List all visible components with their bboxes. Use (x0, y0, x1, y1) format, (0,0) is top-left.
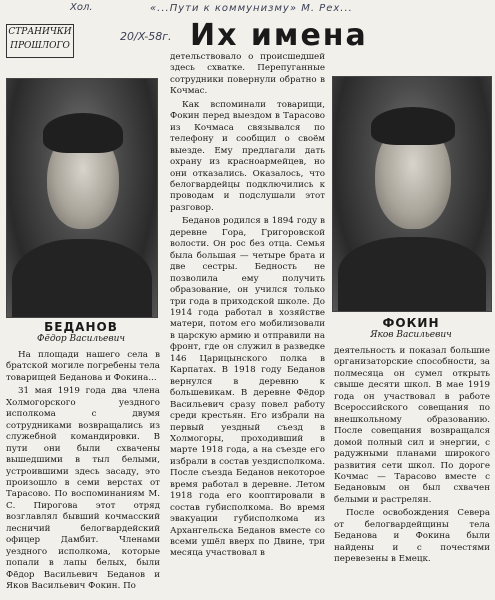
col2-paragraph-2: Как вспоминали товарищи, Фокин перед выездом в Тарасово из Кочмаса связывался по телефону и сообщил о своём выезде. Ему предлагали дать охрану из красноармейцев, но они отказались. Оказалось, что белогвардейцы подключились к проводам и подслушали этот разговор. (170, 99, 325, 213)
rubric-box (6, 24, 74, 58)
article-column-1 (6, 350, 160, 598)
col2-paragraph-3: Беданов родился в 1894 году в деревне Гора, Григоровской волости. Он рос без отца. Семья была большая — четыре брата и две сестры. Бедность не позволила ему получить образование, он учился только три года в приходской школе. До 1914 года работал в хозяйстве матери, потом его мобилизовали в царскую армию и отправили на фронт, где он служил в разведке 146 Царицынского полка в Карпатах. В 1918 году Беданов вернулся в деревню к большевикам. В деревне Фёдор Васильевич сразу повел работу среди крестьян. Его избрали на первый уездный съезд в Холмогоры, проходивший в марте 1918 года, а на съезде его избрали в состав уездисполкома. После съезда Беданов некоторое время работал в деревне. Летом 1918 года его кооптировали в состав губисполкома. Во время эвакуации губисполкома из Архангельска Беданов вместе со всеми ушёл вверх по Двине, три месяца участвовал в (170, 216, 325, 559)
col1-paragraph-1: На площади нашего села в братской могиле погребены тела товарищей Беданова и Фокина... (6, 350, 160, 383)
portrait-patronymic-bedanov: Фёдор Васильевич (37, 334, 125, 344)
col2-paragraph-1: детельствовало о происшедшей здесь схватке. Перепуганные сотрудники повернули обратно в Кочмас. (170, 52, 325, 97)
rubric-line2: ПРОШЛОГО (10, 41, 70, 51)
portrait-patronymic-fokin: Яков Васильевич (370, 330, 452, 340)
page-title: Их имена (190, 18, 368, 53)
portrait-bedanov (6, 78, 158, 318)
article-column-3 (334, 346, 490, 598)
col3-paragraph-1: деятельность и показал большие организаторские способности, за полмесяца он сумел открыть свыше десяти школ. В мае 1919 года он участвовал в работе Всероссийского совещания по внешкольному образованию. После совещания возвращался домой полный сил и энергии, с радужными планами широкого развития сети школ. По дороге Кочмас — Тарасово вместе с Бедановым он был схвачен белыми и растрелян. (334, 346, 490, 505)
col1-paragraph-2: 31 мая 1919 года два члена Холмогорского уездного исполкома с двумя сотрудниками возвращались из служебной командировки. В пути они были схвачены вышедшими в тыл белыми, устроившими здесь засаду, это произошло в семи верстах от Тарасово. По воспоминаниям М. С. Пирогова этот отряд возглавлял бывший кочмасский лесничий белогвардейский офицер Дамбит. Членами уездного исполкома, которые попали в лапы белых, были Фёдор Васильевич Беданов и Яков Васильевич Фокин. По (6, 386, 160, 592)
portrait-name-fokin: ФОКИН (382, 316, 440, 330)
rubric-line1: СТРАНИЧКИ (8, 27, 72, 37)
portrait-fokin (332, 76, 492, 312)
portrait-name-bedanov: БЕДАНОВ (44, 320, 118, 334)
col3-paragraph-2: После освобождения Севера от белогвардейщины тела Беданова и Фокина были найдены и с почестями перевезены в Емецк. (334, 508, 490, 565)
handwritten-date: 20/X-58г. (120, 30, 172, 43)
handwritten-note-source: «...Пути к коммунизму» М. Рех... (150, 3, 353, 14)
handwritten-note-left: Хол. (70, 2, 93, 13)
article-column-2 (170, 52, 325, 598)
